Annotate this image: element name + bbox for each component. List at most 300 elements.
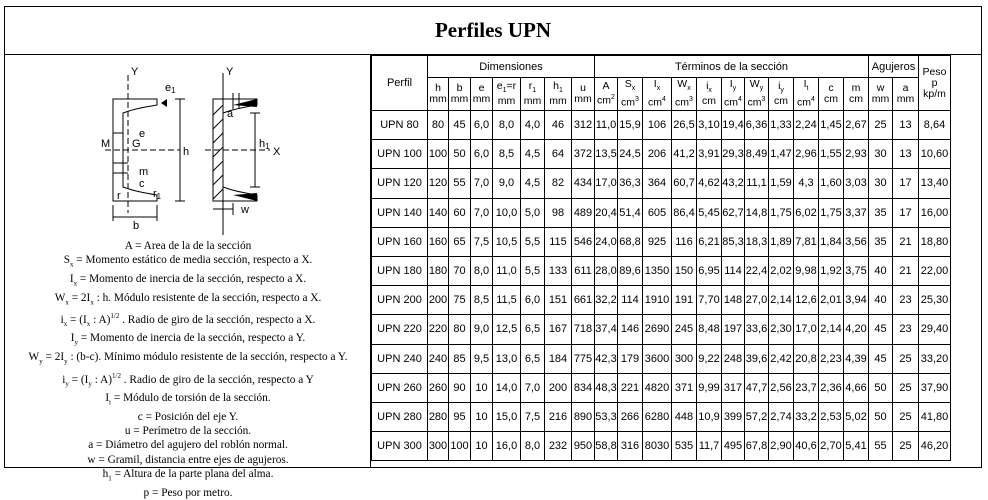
value-cell: 25 [869, 111, 893, 140]
value-cell: 85 [449, 344, 471, 373]
title-bar [5, 7, 981, 55]
value-cell: 55 [449, 169, 471, 198]
value-cell: 20,8 [794, 344, 819, 373]
legend-line: w = Gramil, distancia entre ejes de agujeros. [87, 453, 289, 466]
value-cell: 1,89 [769, 227, 794, 256]
value-cell: 53,3 [595, 402, 618, 431]
value-cell: 12,5 [493, 315, 521, 344]
value-cell: 448 [672, 402, 697, 431]
value-cell: 37,90 [919, 373, 951, 402]
value-cell: 89,6 [618, 256, 643, 285]
value-cell: 3,37 [844, 198, 869, 227]
column-header: u mm [572, 78, 595, 111]
value-cell: 17,0 [595, 169, 618, 198]
value-cell: 18,3 [745, 227, 769, 256]
legend-line: p = Peso por metro. [143, 486, 233, 499]
value-cell: 26,5 [672, 111, 697, 140]
value-cell: 7,0 [521, 373, 545, 402]
value-cell: 21 [893, 227, 919, 256]
value-cell: 6,02 [794, 198, 819, 227]
value-cell: 30 [869, 169, 893, 198]
label-g: G [132, 138, 141, 150]
value-cell: 25 [893, 402, 919, 431]
value-cell: 3600 [643, 344, 672, 373]
value-cell: 2,70 [819, 432, 844, 461]
value-cell: 10,0 [493, 198, 521, 227]
value-cell: 179 [618, 344, 643, 373]
value-cell: 7,5 [521, 402, 545, 431]
value-cell: 11,0 [493, 256, 521, 285]
column-header: h mm [428, 78, 449, 111]
column-header: $I_y$ $cm^4$ [722, 78, 745, 111]
value-cell: 9,0 [493, 169, 521, 198]
value-cell: 605 [643, 198, 672, 227]
column-header: a mm [893, 78, 919, 111]
profile-name-cell: UPN 140 [372, 198, 428, 227]
value-cell: 1,47 [769, 140, 794, 169]
value-cell: 2690 [643, 315, 672, 344]
value-cell: 32,2 [595, 286, 618, 315]
value-cell: 6280 [643, 402, 672, 431]
value-cell: 11,1 [745, 169, 769, 198]
table-row [372, 198, 951, 227]
value-cell: 98 [545, 198, 572, 227]
value-cell: 25 [893, 432, 919, 461]
profile-name-cell: UPN 100 [372, 140, 428, 169]
value-cell: 46 [545, 111, 572, 140]
value-cell: 221 [618, 373, 643, 402]
value-cell: 95 [449, 402, 471, 431]
value-cell: 2,67 [844, 111, 869, 140]
value-cell: 19,4 [722, 111, 745, 140]
value-cell: 70 [449, 256, 471, 285]
legend-line: $W_y = 2I_y$ : (b-c). Mínimo módulo resistente de la sección, respecto a Y. [28, 351, 348, 366]
value-cell: 4,62 [697, 169, 722, 198]
legend-line: $i_y = (I_y$ : A)$^{1/2}$ . Radio de giro de la sección, respecto a Y [62, 371, 314, 388]
label-m-left: M [101, 138, 111, 150]
value-cell: 65 [449, 227, 471, 256]
value-cell: 200 [545, 373, 572, 402]
column-header: $i_y$ cm [769, 78, 794, 111]
value-cell: 17 [893, 198, 919, 227]
value-cell: 775 [572, 344, 595, 373]
value-cell: 317 [722, 373, 745, 402]
legend-line: A = Area de la de la sección [124, 240, 252, 252]
value-cell: 5,5 [521, 227, 545, 256]
upn-profiles-table [371, 55, 951, 461]
value-cell: 184 [545, 344, 572, 373]
value-cell: 29,40 [919, 315, 951, 344]
value-cell: 16,0 [493, 432, 521, 461]
value-cell: 10 [471, 432, 493, 461]
legend-line: $I_y$ = Momento de inercia de la sección, respecto a Y. [70, 332, 306, 347]
value-cell: 5,5 [521, 256, 545, 285]
legend-line: $S_x$ = Momento estático de media sección, respecto a X. [63, 254, 313, 269]
column-header: $I_x$ $cm^4$ [643, 78, 672, 111]
value-cell: 12,6 [794, 286, 819, 315]
value-cell: 14,8 [745, 198, 769, 227]
value-cell: 41,2 [672, 140, 697, 169]
value-cell: 1,84 [819, 227, 844, 256]
value-cell: 3,94 [844, 286, 869, 315]
value-cell: 150 [672, 256, 697, 285]
value-cell: 64 [545, 140, 572, 169]
value-cell: 2,14 [819, 315, 844, 344]
value-cell: 5,41 [844, 432, 869, 461]
value-cell: 3,03 [844, 169, 869, 198]
table-row [372, 315, 951, 344]
value-cell: 37,4 [595, 315, 618, 344]
value-cell: 58,8 [595, 432, 618, 461]
label-c: c [139, 178, 145, 190]
value-cell: 35 [869, 227, 893, 256]
column-header: $h_1$ mm [545, 78, 572, 111]
legend-line: $W_x = 2I_x$ : h. Módulo resistente de la sección, respecto a X. [54, 291, 322, 306]
profile-name-cell: UPN 220 [372, 315, 428, 344]
document-frame [4, 6, 982, 499]
column-header: e mm [471, 78, 493, 111]
table-row [372, 432, 951, 461]
value-cell: 120 [428, 169, 449, 198]
value-cell: 43,2 [722, 169, 745, 198]
value-cell: 47,7 [745, 373, 769, 402]
value-cell: 8,0 [521, 432, 545, 461]
value-cell: 8,48 [697, 315, 722, 344]
value-cell: 82 [545, 169, 572, 198]
value-cell: 8,5 [493, 140, 521, 169]
value-cell: 48,3 [595, 373, 618, 402]
label-y-left: Y [131, 66, 139, 78]
value-cell: 10 [471, 402, 493, 431]
value-cell: 950 [572, 432, 595, 461]
label-a: a [227, 108, 234, 120]
value-cell: 17 [893, 169, 919, 198]
value-cell: 2,93 [844, 140, 869, 169]
value-cell: 16,00 [919, 198, 951, 227]
value-cell: 20,4 [595, 198, 618, 227]
value-cell: 167 [545, 315, 572, 344]
value-cell: 260 [428, 373, 449, 402]
value-cell: 23 [893, 286, 919, 315]
value-cell: 46,20 [919, 432, 951, 461]
profile-name-cell: UPN 80 [372, 111, 428, 140]
column-header: A $cm^2$ [595, 78, 618, 111]
value-cell: 2,01 [819, 286, 844, 315]
value-cell: 4,5 [521, 140, 545, 169]
value-cell: 7,0 [471, 198, 493, 227]
value-cell: 85,3 [722, 227, 745, 256]
value-cell: 2,23 [819, 344, 844, 373]
value-cell: 22,4 [745, 256, 769, 285]
value-cell: 1,75 [819, 198, 844, 227]
value-cell: 33,20 [919, 344, 951, 373]
value-cell: 33,2 [794, 402, 819, 431]
value-cell: 661 [572, 286, 595, 315]
value-cell: 115 [545, 227, 572, 256]
value-cell: 3,56 [844, 227, 869, 256]
value-cell: 25 [893, 373, 919, 402]
table-row [372, 227, 951, 256]
value-cell: 2,30 [769, 315, 794, 344]
value-cell: 9,99 [697, 373, 722, 402]
label-r1: r1 [153, 188, 162, 201]
value-cell: 4,20 [844, 315, 869, 344]
value-cell: 45 [869, 344, 893, 373]
value-cell: 9,5 [471, 344, 493, 373]
value-cell: 4,0 [521, 111, 545, 140]
value-cell: 24,5 [618, 140, 643, 169]
value-cell: 1,55 [819, 140, 844, 169]
label-e1: e1 [165, 82, 176, 95]
value-cell: 245 [672, 315, 697, 344]
value-cell: 80 [449, 315, 471, 344]
value-cell: 75 [449, 286, 471, 315]
value-cell: 80 [428, 111, 449, 140]
column-header: $i_x$ cm [697, 78, 722, 111]
profile-name-cell: UPN 240 [372, 344, 428, 373]
label-b: b [133, 220, 140, 232]
value-cell: 2,36 [819, 373, 844, 402]
table-row [372, 140, 951, 169]
value-cell: 1,33 [769, 111, 794, 140]
value-cell: 890 [572, 402, 595, 431]
value-cell: 2,02 [769, 256, 794, 285]
value-cell: 25 [893, 344, 919, 373]
legend-line: $I_x$ = Momento de inercia de la sección, respecto a X. [69, 272, 307, 288]
value-cell: 266 [618, 402, 643, 431]
symbol-legend [5, 239, 371, 500]
value-cell: 10,60 [919, 140, 951, 169]
value-cell: 50 [869, 373, 893, 402]
label-h1: h1 [259, 138, 270, 151]
value-cell: 8,0 [471, 256, 493, 285]
value-cell: 114 [618, 286, 643, 315]
page-title: Perfiles UPN [434, 18, 552, 42]
value-cell: 364 [643, 169, 672, 198]
legend-line: $h_1$ = Altura de la parte plana del alma. [102, 468, 274, 483]
value-cell: 8030 [643, 432, 672, 461]
table-row [372, 344, 951, 373]
profile-name-cell: UPN 180 [372, 256, 428, 285]
value-cell: 133 [545, 256, 572, 285]
column-header: $S_x$ $cm^3$ [618, 78, 643, 111]
value-cell: 7,0 [471, 169, 493, 198]
value-cell: 100 [449, 432, 471, 461]
value-cell: 1910 [643, 286, 672, 315]
value-cell: 1,45 [819, 111, 844, 140]
header-terminos: Términos de la sección [595, 56, 869, 78]
value-cell: 6,36 [745, 111, 769, 140]
value-cell: 116 [672, 227, 697, 256]
column-header: $I_t$ $cm^4$ [794, 78, 819, 111]
header-dimensiones: Dimensiones [428, 56, 595, 78]
value-cell: 5,02 [844, 402, 869, 431]
value-cell: 35 [869, 198, 893, 227]
value-cell: 5,0 [521, 198, 545, 227]
column-header: $W_y$ $cm^3$ [745, 78, 769, 111]
header-perfil: Perfil [372, 56, 428, 111]
column-header: c cm [819, 78, 844, 111]
value-cell: 489 [572, 198, 595, 227]
value-cell: 36,3 [618, 169, 643, 198]
column-header: $r_1$ mm [521, 78, 545, 111]
value-cell: 6,95 [697, 256, 722, 285]
value-cell: 13,40 [919, 169, 951, 198]
value-cell: 160 [428, 227, 449, 256]
value-cell: 6,0 [471, 111, 493, 140]
value-cell: 6,5 [521, 315, 545, 344]
value-cell: 2,53 [819, 402, 844, 431]
table-row [372, 402, 951, 431]
value-cell: 191 [672, 286, 697, 315]
value-cell: 151 [545, 286, 572, 315]
profile-name-cell: UPN 300 [372, 432, 428, 461]
value-cell: 10,9 [697, 402, 722, 431]
label-h: h [183, 146, 190, 158]
value-cell: 8,0 [493, 111, 521, 140]
value-cell: 495 [722, 432, 745, 461]
value-cell: 1,75 [769, 198, 794, 227]
value-cell: 4,39 [844, 344, 869, 373]
column-header: $e_1=r$ mm [493, 78, 521, 111]
value-cell: 1350 [643, 256, 672, 285]
value-cell: 248 [722, 344, 745, 373]
table-row [372, 286, 951, 315]
value-cell: 232 [545, 432, 572, 461]
value-cell: 55 [869, 432, 893, 461]
value-cell: 925 [643, 227, 672, 256]
value-cell: 312 [572, 111, 595, 140]
upn-section-diagram [5, 55, 371, 235]
value-cell: 834 [572, 373, 595, 402]
value-cell: 25,30 [919, 286, 951, 315]
value-cell: 9,0 [471, 315, 493, 344]
table-row [372, 169, 951, 198]
value-cell: 33,6 [745, 315, 769, 344]
value-cell: 11,7 [697, 432, 722, 461]
value-cell: 29,3 [722, 140, 745, 169]
legend-line: $i_x = (I_x$ : A)$^{1/2}$ . Radio de giro de la sección, respecto a X. [60, 312, 316, 329]
value-cell: 40 [869, 256, 893, 285]
value-cell: 28,0 [595, 256, 618, 285]
table-row [372, 111, 951, 140]
value-cell: 3,10 [697, 111, 722, 140]
column-header: w mm [869, 78, 893, 111]
value-cell: 7,81 [794, 227, 819, 256]
label-w: w [241, 204, 249, 216]
value-cell: 4,66 [844, 373, 869, 402]
value-cell: 6,0 [471, 140, 493, 169]
value-cell: 434 [572, 169, 595, 198]
legend-line: c = Posición del eje Y. [137, 410, 239, 423]
value-cell: 68,8 [618, 227, 643, 256]
table-wrap [371, 55, 951, 461]
value-cell: 2,24 [794, 111, 819, 140]
table-row [372, 373, 951, 402]
header-agujeros: Agujeros [869, 56, 919, 78]
value-cell: 6,0 [521, 286, 545, 315]
value-cell: 45 [869, 315, 893, 344]
table-row [372, 256, 951, 285]
value-cell: 40 [869, 286, 893, 315]
value-cell: 23,7 [794, 373, 819, 402]
value-cell: 4,5 [521, 169, 545, 198]
value-cell: 371 [672, 373, 697, 402]
value-cell: 10,5 [493, 227, 521, 256]
value-cell: 17,0 [794, 315, 819, 344]
value-cell: 67,8 [745, 432, 769, 461]
value-cell: 2,14 [769, 286, 794, 315]
value-cell: 42,3 [595, 344, 618, 373]
profile-name-cell: UPN 200 [372, 286, 428, 315]
value-cell: 10 [471, 373, 493, 402]
value-cell: 13 [893, 111, 919, 140]
value-cell: 24,0 [595, 227, 618, 256]
label-x: X [273, 146, 281, 158]
value-cell: 45 [449, 111, 471, 140]
value-cell: 11,5 [493, 286, 521, 315]
value-cell: 21 [893, 256, 919, 285]
value-cell: 1,92 [819, 256, 844, 285]
value-cell: 206 [643, 140, 672, 169]
value-cell: 2,56 [769, 373, 794, 402]
value-cell: 51,4 [618, 198, 643, 227]
value-cell: 11,0 [595, 111, 618, 140]
value-cell: 15,0 [493, 402, 521, 431]
value-cell: 546 [572, 227, 595, 256]
value-cell: 13,5 [595, 140, 618, 169]
value-cell: 140 [428, 198, 449, 227]
value-cell: 8,49 [745, 140, 769, 169]
legend-line: a = Diámetro del agujero del roblón normal. [88, 439, 288, 452]
value-cell: 5,45 [697, 198, 722, 227]
label-m-dim: m [139, 166, 149, 178]
value-cell: 300 [428, 432, 449, 461]
value-cell: 3,91 [697, 140, 722, 169]
value-cell: 280 [428, 402, 449, 431]
value-cell: 9,98 [794, 256, 819, 285]
label-r: r [117, 190, 121, 202]
value-cell: 13,0 [493, 344, 521, 373]
value-cell: 718 [572, 315, 595, 344]
value-cell: 148 [722, 286, 745, 315]
value-cell: 399 [722, 402, 745, 431]
value-cell: 50 [449, 140, 471, 169]
value-cell: 180 [428, 256, 449, 285]
value-cell: 114 [722, 256, 745, 285]
value-cell: 1,59 [769, 169, 794, 198]
profile-name-cell: UPN 160 [372, 227, 428, 256]
value-cell: 2,90 [769, 432, 794, 461]
value-cell: 300 [672, 344, 697, 373]
label-e: e [139, 128, 146, 140]
right-channel-drawing [205, 73, 270, 235]
value-cell: 611 [572, 256, 595, 285]
value-cell: 18,80 [919, 227, 951, 256]
value-cell: 90 [449, 373, 471, 402]
value-cell: 146 [618, 315, 643, 344]
value-cell: 220 [428, 315, 449, 344]
header-peso: Peso p kp/m [919, 56, 951, 111]
value-cell: 535 [672, 432, 697, 461]
legend-line: u = Perímetro de la sección. [124, 424, 252, 437]
left-panel [5, 55, 371, 499]
legend-line: $I_t$ = Módulo de torsión de la sección. [105, 392, 271, 407]
value-cell: 216 [545, 402, 572, 431]
column-header: b mm [449, 78, 471, 111]
value-cell: 316 [618, 432, 643, 461]
profile-name-cell: UPN 280 [372, 402, 428, 431]
